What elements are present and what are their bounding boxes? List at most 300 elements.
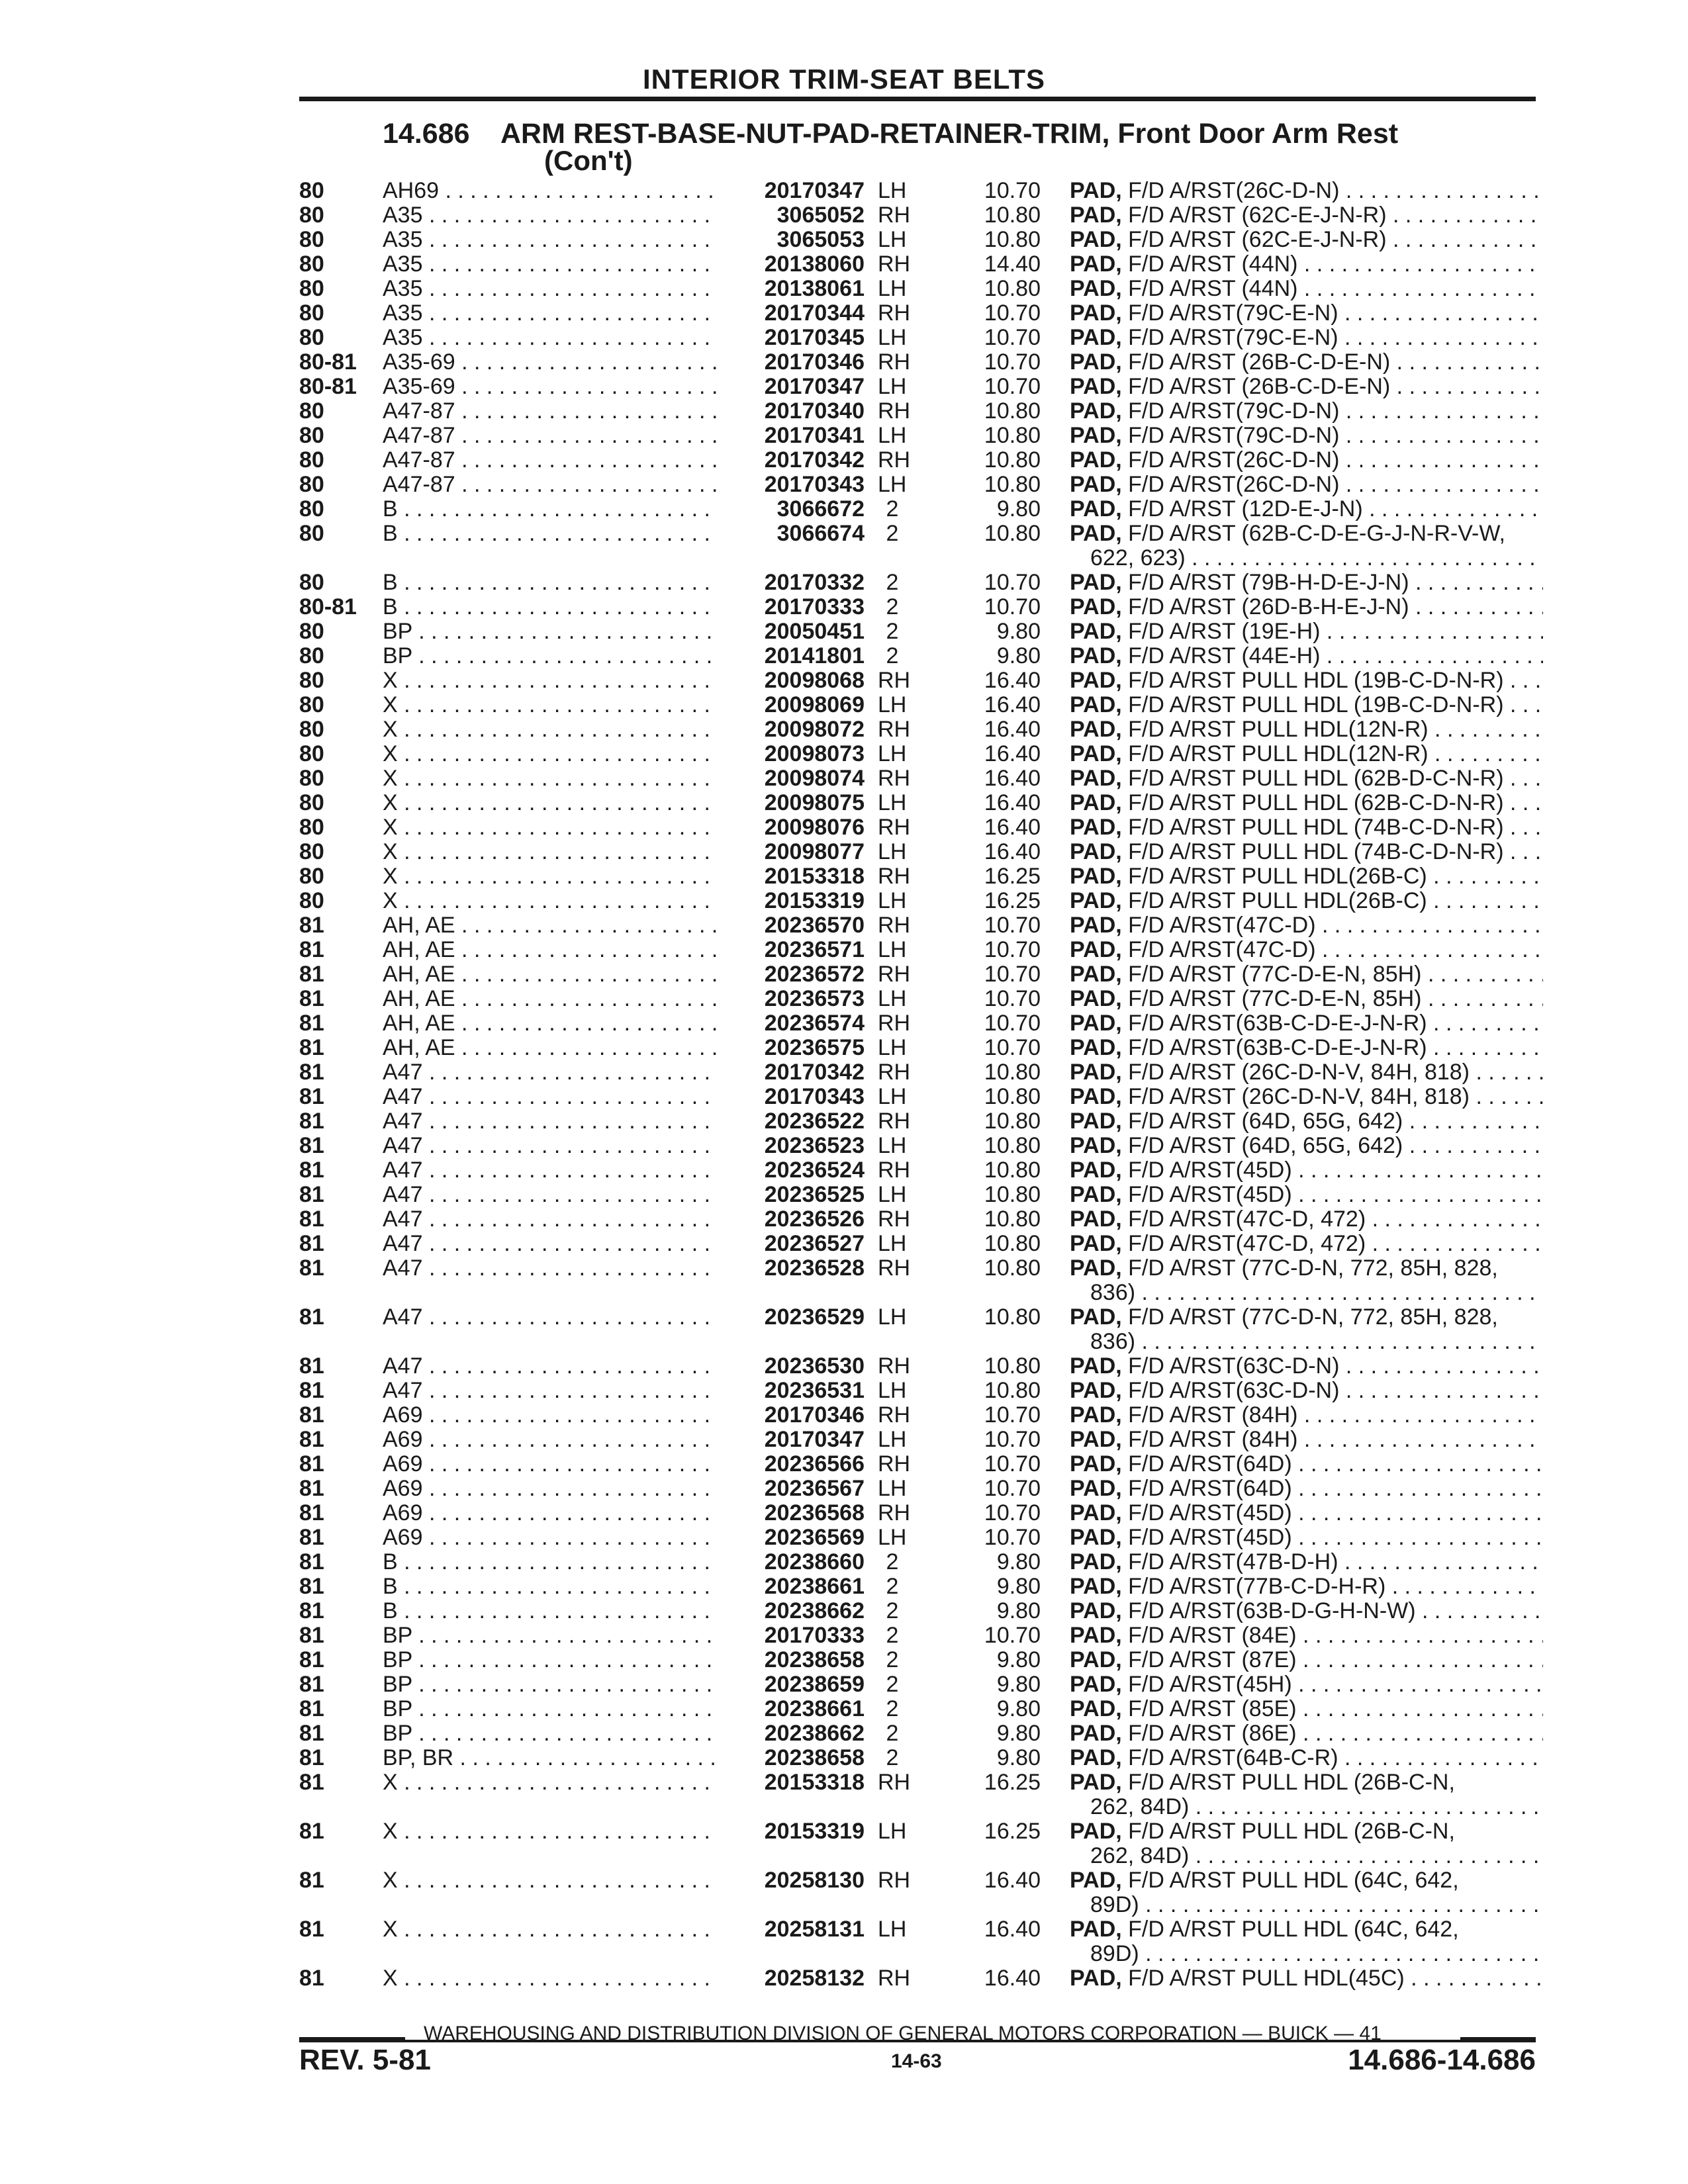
- part-number: 20238658: [718, 1746, 865, 1770]
- table-row: [0, 766, 1688, 791]
- description-line: PAD, F/D A/RST(47C-D, 472) . . .: [1070, 1207, 1543, 1232]
- description-continuation: 262, 84D) . . .: [1070, 1844, 1543, 1868]
- model-code: A47 . . .: [383, 1109, 729, 1134]
- description-line: PAD, F/D A/RST (77C-D-N, 772, 85H, 828,: [1070, 1256, 1498, 1281]
- model-year: 81: [299, 1598, 324, 1623]
- list-price: 9.80: [996, 1721, 1041, 1746]
- list-price: 10.80: [984, 1084, 1041, 1109]
- description-line: PAD, F/D A/RST PULL HDL(26B-C) . . .: [1070, 889, 1543, 913]
- table-row: [0, 473, 1688, 497]
- model-year: 81: [299, 1402, 324, 1428]
- side-or-qty: RH: [878, 913, 911, 938]
- side-or-qty: RH: [878, 447, 911, 473]
- section-heading: [383, 118, 1398, 150]
- description-line: PAD, F/D A/RST(79C-E-N) . . .: [1070, 326, 1543, 350]
- part-number: 20236567: [718, 1477, 865, 1501]
- description-line: PAD, F/D A/RST (44N) . . .: [1070, 277, 1543, 301]
- model-code: B . . .: [383, 1550, 729, 1574]
- part-number: 20170341: [718, 424, 865, 448]
- table-row: [0, 840, 1688, 864]
- part-description: [1070, 252, 1543, 277]
- part-number: 20236568: [718, 1501, 865, 1525]
- list-price: 10.70: [984, 913, 1041, 938]
- table-row: [0, 448, 1688, 473]
- model-code: X . . .: [383, 742, 729, 766]
- side-or-qty: LH: [878, 1917, 907, 1942]
- description-line: PAD, F/D A/RST PULL HDL (19B-C-D-N-R) . . .: [1070, 668, 1543, 693]
- table-row: [0, 791, 1688, 815]
- list-price: 16.40: [984, 766, 1041, 791]
- list-price: 16.40: [984, 668, 1041, 693]
- table-row: [0, 1917, 1688, 1966]
- part-description: [1070, 693, 1543, 717]
- side-or-qty: LH: [878, 1427, 907, 1452]
- part-number: 20236531: [718, 1379, 865, 1403]
- description-line: PAD, F/D A/RST(47B-D-H) . . .: [1070, 1550, 1543, 1574]
- model-code: A69 . . .: [383, 1477, 729, 1501]
- model-code: A69 . . .: [383, 1452, 729, 1477]
- part-description: [1070, 1966, 1543, 1991]
- side-or-qty: LH: [878, 986, 907, 1011]
- part-number: 20238661: [718, 1574, 865, 1599]
- side-or-qty: RH: [878, 300, 911, 326]
- side-or-qty: RH: [878, 1109, 911, 1134]
- model-code: B . . .: [383, 497, 729, 522]
- side-or-qty: 2: [886, 1745, 899, 1770]
- list-price: 10.80: [984, 1304, 1041, 1330]
- table-row: [0, 350, 1688, 375]
- list-price: 10.70: [984, 594, 1041, 619]
- model-year: 80: [299, 325, 324, 350]
- model-code: A47-87 . . .: [383, 473, 729, 497]
- model-code: BP . . .: [383, 1623, 729, 1648]
- description-continuation: 89D) . . .: [1070, 1893, 1543, 1917]
- table-row: [0, 1403, 1688, 1428]
- description-line: PAD, F/D A/RST PULL HDL (26B-C-N,: [1070, 1819, 1455, 1844]
- list-price: 9.80: [996, 619, 1041, 644]
- part-number: 20170344: [718, 301, 865, 326]
- part-number: 20258130: [718, 1868, 865, 1893]
- part-description: [1070, 1917, 1543, 1966]
- side-or-qty: RH: [878, 962, 911, 987]
- part-number: 20236571: [718, 938, 865, 962]
- part-description: [1070, 1648, 1543, 1672]
- description-line: PAD, F/D A/RST(45D) . . .: [1070, 1158, 1543, 1183]
- part-number: 20170333: [718, 595, 865, 619]
- table-row: [0, 1672, 1688, 1697]
- part-number: 20170342: [718, 1060, 865, 1085]
- part-description: [1070, 1354, 1543, 1379]
- list-price: 9.80: [996, 1647, 1041, 1672]
- description-line: PAD, F/D A/RST(26C-D-N) . . .: [1070, 448, 1543, 473]
- part-description: [1070, 1501, 1543, 1525]
- part-number: 20236570: [718, 913, 865, 938]
- table-row: [0, 938, 1688, 962]
- side-or-qty: 2: [886, 496, 899, 522]
- model-code: A35 . . .: [383, 252, 729, 277]
- description-line: PAD, F/D A/RST(47C-D, 472) . . .: [1070, 1232, 1543, 1256]
- description-line: PAD, F/D A/RST(64D) . . .: [1070, 1477, 1543, 1501]
- side-or-qty: 2: [886, 643, 899, 668]
- table-row: [0, 228, 1688, 252]
- description-line: PAD, F/D A/RST(45D) . . .: [1070, 1183, 1543, 1207]
- description-line: PAD, F/D A/RST(79C-E-N) . . .: [1070, 301, 1543, 326]
- table-row: [0, 1501, 1688, 1525]
- model-year: 81: [299, 1476, 324, 1501]
- table-row: [0, 1085, 1688, 1109]
- model-code: AH, AE . . .: [383, 1036, 729, 1060]
- description-line: PAD, F/D A/RST (77C-D-E-N, 85H) . . .: [1070, 987, 1543, 1011]
- table-row: [0, 595, 1688, 619]
- side-or-qty: RH: [878, 1966, 911, 1991]
- part-number: 20170347: [718, 375, 865, 399]
- part-description: [1070, 326, 1543, 350]
- description-line: PAD, F/D A/RST (77C-D-E-N, 85H) . . .: [1070, 962, 1543, 987]
- part-description: [1070, 1525, 1543, 1550]
- part-description: [1070, 473, 1543, 497]
- part-number: 20170346: [718, 1403, 865, 1428]
- list-price: 10.70: [984, 1525, 1041, 1550]
- list-price: 10.80: [984, 521, 1041, 546]
- model-code: A35-69 . . .: [383, 375, 729, 399]
- list-price: 10.80: [984, 1158, 1041, 1183]
- list-price: 10.80: [984, 447, 1041, 473]
- part-description: [1070, 913, 1543, 938]
- model-code: X . . .: [383, 889, 729, 913]
- model-year: 80: [299, 276, 324, 301]
- side-or-qty: LH: [878, 1084, 907, 1109]
- part-description: [1070, 742, 1543, 766]
- model-year: 80: [299, 300, 324, 326]
- list-price: 10.70: [984, 1476, 1041, 1501]
- table-row: [0, 913, 1688, 938]
- part-number: 20098069: [718, 693, 865, 717]
- part-description: [1070, 1599, 1543, 1623]
- part-description: [1070, 987, 1543, 1011]
- description-line: PAD, F/D A/RST (77C-D-N, 772, 85H, 828,: [1070, 1305, 1498, 1330]
- side-or-qty: LH: [878, 1525, 907, 1550]
- model-code: X . . .: [383, 864, 729, 889]
- description-line: PAD, F/D A/RST(63B-C-D-E-J-N-R) . . .: [1070, 1036, 1543, 1060]
- part-description: [1070, 1477, 1543, 1501]
- table-row: [0, 1428, 1688, 1452]
- side-or-qty: 2: [886, 1623, 899, 1648]
- description-line: PAD, F/D A/RST PULL HDL (74B-C-D-N-R) . . .: [1070, 815, 1543, 840]
- part-description: [1070, 1770, 1543, 1819]
- table-row: [0, 889, 1688, 913]
- side-or-qty: RH: [878, 864, 911, 889]
- part-description: [1070, 203, 1543, 228]
- part-description: [1070, 889, 1543, 913]
- list-price: 16.40: [984, 790, 1041, 815]
- side-or-qty: RH: [878, 815, 911, 840]
- description-line: PAD, F/D A/RST (85E) . . .: [1070, 1697, 1543, 1721]
- part-description: [1070, 1183, 1543, 1207]
- side-or-qty: 2: [886, 1598, 899, 1623]
- side-or-qty: LH: [878, 1182, 907, 1207]
- model-year: 80: [299, 864, 324, 889]
- model-year: 80: [299, 790, 324, 815]
- description-line: PAD, F/D A/RST PULL HDL(12N-R) . . .: [1070, 742, 1543, 766]
- list-price: 10.70: [984, 1402, 1041, 1428]
- description-line: PAD, F/D A/RST (26C-D-N-V, 84H, 818) . . .: [1070, 1085, 1543, 1109]
- side-or-qty: RH: [878, 1158, 911, 1183]
- part-number: 3066674: [718, 522, 865, 546]
- description-line: PAD, F/D A/RST PULL HDL(45C) . . .: [1070, 1966, 1543, 1991]
- list-price: 16.40: [984, 815, 1041, 840]
- table-row: [0, 1158, 1688, 1183]
- side-or-qty: LH: [878, 423, 907, 448]
- side-or-qty: RH: [878, 1060, 911, 1085]
- list-price: 10.70: [984, 178, 1041, 203]
- table-row: [0, 1134, 1688, 1158]
- model-code: A47-87 . . .: [383, 399, 729, 424]
- table-row: [0, 1011, 1688, 1036]
- side-or-qty: LH: [878, 1378, 907, 1403]
- model-year: 80: [299, 472, 324, 497]
- side-or-qty: LH: [878, 227, 907, 252]
- part-number: 20236566: [718, 1452, 865, 1477]
- part-description: [1070, 570, 1543, 595]
- part-number: 20170333: [718, 1623, 865, 1648]
- part-number: 20170346: [718, 350, 865, 375]
- description-line: PAD, F/D A/RST PULL HDL (26B-C-N,: [1070, 1770, 1455, 1795]
- side-or-qty: LH: [878, 1231, 907, 1256]
- part-number: 20238661: [718, 1697, 865, 1721]
- part-description: [1070, 840, 1543, 864]
- description-line: PAD, F/D A/RST PULL HDL (62B-D-C-N-R) . . .: [1070, 766, 1543, 791]
- part-number: 20238662: [718, 1599, 865, 1623]
- part-number: 3065053: [718, 228, 865, 252]
- model-code: A69 . . .: [383, 1428, 729, 1452]
- model-code: A47 . . .: [383, 1232, 729, 1256]
- description-line: PAD, F/D A/RST (12D-E-J-N) . . .: [1070, 497, 1543, 522]
- model-year: 81: [299, 937, 324, 962]
- description-line: PAD, F/D A/RST (87E) . . .: [1070, 1648, 1543, 1672]
- header-rule: [299, 97, 1536, 101]
- side-or-qty: RH: [878, 717, 911, 742]
- list-price: 16.40: [984, 717, 1041, 742]
- model-code: BP . . .: [383, 1648, 729, 1672]
- description-line: PAD, F/D A/RST PULL HDL (64C, 642,: [1070, 1868, 1459, 1893]
- side-or-qty: LH: [878, 276, 907, 301]
- part-description: [1070, 1011, 1543, 1036]
- model-year: 81: [299, 1060, 324, 1085]
- part-description: [1070, 791, 1543, 815]
- list-price: 10.70: [984, 325, 1041, 350]
- part-number: 20236569: [718, 1525, 865, 1550]
- model-code: X . . .: [383, 1770, 729, 1795]
- part-number: 20098073: [718, 742, 865, 766]
- part-number: 20153318: [718, 864, 865, 889]
- part-description: [1070, 301, 1543, 326]
- part-number: 20236523: [718, 1134, 865, 1158]
- part-description: [1070, 375, 1543, 399]
- table-row: [0, 1770, 1688, 1819]
- list-price: 10.70: [984, 1427, 1041, 1452]
- list-price: 16.40: [984, 741, 1041, 766]
- model-year: 81: [299, 1770, 324, 1795]
- list-price: 10.80: [984, 1109, 1041, 1134]
- list-price: 9.80: [996, 1745, 1041, 1770]
- parts-list: [0, 179, 1688, 1991]
- part-number: 20236522: [718, 1109, 865, 1134]
- part-number: 20236530: [718, 1354, 865, 1379]
- part-description: [1070, 1819, 1543, 1868]
- model-code: AH, AE . . .: [383, 913, 729, 938]
- model-code: A35-69 . . .: [383, 350, 729, 375]
- table-row: [0, 570, 1688, 595]
- list-price: 16.40: [984, 692, 1041, 717]
- model-year: 81: [299, 1696, 324, 1721]
- part-number: 20258131: [718, 1917, 865, 1942]
- part-description: [1070, 1697, 1543, 1721]
- part-number: 20236572: [718, 962, 865, 987]
- part-number: 20170347: [718, 179, 865, 203]
- part-number: 20153318: [718, 1770, 865, 1795]
- part-number: 20170345: [718, 326, 865, 350]
- page-number: 14-63: [891, 2050, 942, 2072]
- list-price: 16.40: [984, 1868, 1041, 1893]
- list-price: 10.70: [984, 986, 1041, 1011]
- table-row: [0, 864, 1688, 889]
- model-code: X . . .: [383, 815, 729, 840]
- side-or-qty: RH: [878, 1451, 911, 1477]
- list-price: 10.80: [984, 276, 1041, 301]
- side-or-qty: RH: [878, 1402, 911, 1428]
- description-line: PAD, F/D A/RST (64D, 65G, 642) . . .: [1070, 1134, 1543, 1158]
- side-or-qty: RH: [878, 398, 911, 424]
- list-price: 10.70: [984, 570, 1041, 595]
- part-number: 20236529: [718, 1305, 865, 1330]
- side-or-qty: 2: [886, 1696, 899, 1721]
- table-row: [0, 987, 1688, 1011]
- footer-division: WAREHOUSING AND DISTRIBUTION DIVISION OF GENERAL MOTORS CORPORATION — BUICK — 41: [424, 2023, 1382, 2044]
- model-code: A47 . . .: [383, 1256, 729, 1281]
- side-or-qty: 2: [886, 570, 899, 595]
- part-description: [1070, 1232, 1543, 1256]
- model-year: 80: [299, 619, 324, 644]
- list-price: 10.70: [984, 1011, 1041, 1036]
- section-range: 14.686-14.686: [1348, 2044, 1536, 2076]
- list-price: 10.70: [984, 1623, 1041, 1648]
- model-year: 80: [299, 423, 324, 448]
- part-description: [1070, 1158, 1543, 1183]
- table-row: [0, 1452, 1688, 1477]
- section-title: ARM REST-BASE-NUT-PAD-RETAINER-TRIM, Front Door Arm Rest: [500, 118, 1399, 150]
- table-row: [0, 815, 1688, 840]
- description-continuation: 262, 84D) . . .: [1070, 1795, 1543, 1819]
- side-or-qty: RH: [878, 1255, 911, 1281]
- model-code: X . . .: [383, 668, 729, 693]
- list-price: 9.80: [996, 1672, 1041, 1697]
- table-row: [0, 301, 1688, 326]
- part-description: [1070, 717, 1543, 742]
- part-number: 20170347: [718, 1428, 865, 1452]
- model-code: X . . .: [383, 1917, 729, 1942]
- description-continuation: 622, 623) . . .: [1070, 546, 1543, 570]
- side-or-qty: 2: [886, 1549, 899, 1574]
- side-or-qty: 2: [886, 521, 899, 546]
- model-year: 81: [299, 1966, 324, 1991]
- model-year: 81: [299, 1206, 324, 1232]
- side-or-qty: LH: [878, 1133, 907, 1158]
- table-row: [0, 1379, 1688, 1403]
- model-code: X . . .: [383, 717, 729, 742]
- part-number: 20236526: [718, 1207, 865, 1232]
- model-year: 81: [299, 1745, 324, 1770]
- model-code: X . . .: [383, 1819, 729, 1844]
- model-code: BP . . .: [383, 1672, 729, 1697]
- side-or-qty: LH: [878, 1304, 907, 1330]
- model-year: 80: [299, 766, 324, 791]
- part-number: 20098072: [718, 717, 865, 742]
- model-code: A47 . . .: [383, 1379, 729, 1403]
- list-price: 9.80: [996, 1696, 1041, 1721]
- model-year: 81: [299, 1378, 324, 1403]
- page-title: INTERIOR TRIM-SEAT BELTS: [642, 64, 1046, 95]
- model-code: A47 . . .: [383, 1207, 729, 1232]
- model-year: 81: [299, 1084, 324, 1109]
- model-code: A47 . . .: [383, 1134, 729, 1158]
- part-description: [1070, 1379, 1543, 1403]
- part-description: [1070, 1109, 1543, 1134]
- model-code: X . . .: [383, 1868, 729, 1893]
- part-description: [1070, 1672, 1543, 1697]
- table-row: [0, 1354, 1688, 1379]
- model-year: 81: [299, 1182, 324, 1207]
- description-line: PAD, F/D A/RST (44E-H) . . .: [1070, 644, 1543, 668]
- model-year: 81: [299, 1525, 324, 1550]
- side-or-qty: 2: [886, 594, 899, 619]
- description-line: PAD, F/D A/RST(63C-D-N) . . .: [1070, 1354, 1543, 1379]
- part-description: [1070, 1036, 1543, 1060]
- list-price: 10.80: [984, 1255, 1041, 1281]
- list-price: 16.25: [984, 1819, 1041, 1844]
- model-year: 80: [299, 741, 324, 766]
- list-price: 16.25: [984, 888, 1041, 913]
- description-line: PAD, F/D A/RST(45H) . . .: [1070, 1672, 1543, 1697]
- side-or-qty: LH: [878, 839, 907, 864]
- side-or-qty: LH: [878, 1035, 907, 1060]
- side-or-qty: RH: [878, 668, 911, 693]
- model-year: 81: [299, 1255, 324, 1281]
- list-price: 10.70: [984, 1035, 1041, 1060]
- list-price: 16.40: [984, 839, 1041, 864]
- part-number: 20098075: [718, 791, 865, 815]
- model-year: 80: [299, 668, 324, 693]
- part-description: [1070, 1574, 1543, 1599]
- part-number: 20238659: [718, 1672, 865, 1697]
- description-line: PAD, F/D A/RST(45D) . . .: [1070, 1501, 1543, 1525]
- part-number: 20170343: [718, 473, 865, 497]
- part-description: [1070, 277, 1543, 301]
- description-line: PAD, F/D A/RST PULL HDL (19B-C-D-N-R) . . .: [1070, 693, 1543, 717]
- part-description: [1070, 938, 1543, 962]
- model-code: AH, AE . . .: [383, 938, 729, 962]
- model-code: X . . .: [383, 791, 729, 815]
- table-row: [0, 424, 1688, 448]
- part-description: [1070, 1746, 1543, 1770]
- list-price: 10.80: [984, 1182, 1041, 1207]
- description-line: PAD, F/D A/RST (19E-H) . . .: [1070, 619, 1543, 644]
- model-code: B . . .: [383, 1574, 729, 1599]
- list-price: 10.80: [984, 1231, 1041, 1256]
- table-row: [0, 1966, 1688, 1991]
- part-number: 20238660: [718, 1550, 865, 1574]
- part-number: 20170343: [718, 1085, 865, 1109]
- part-number: 20236575: [718, 1036, 865, 1060]
